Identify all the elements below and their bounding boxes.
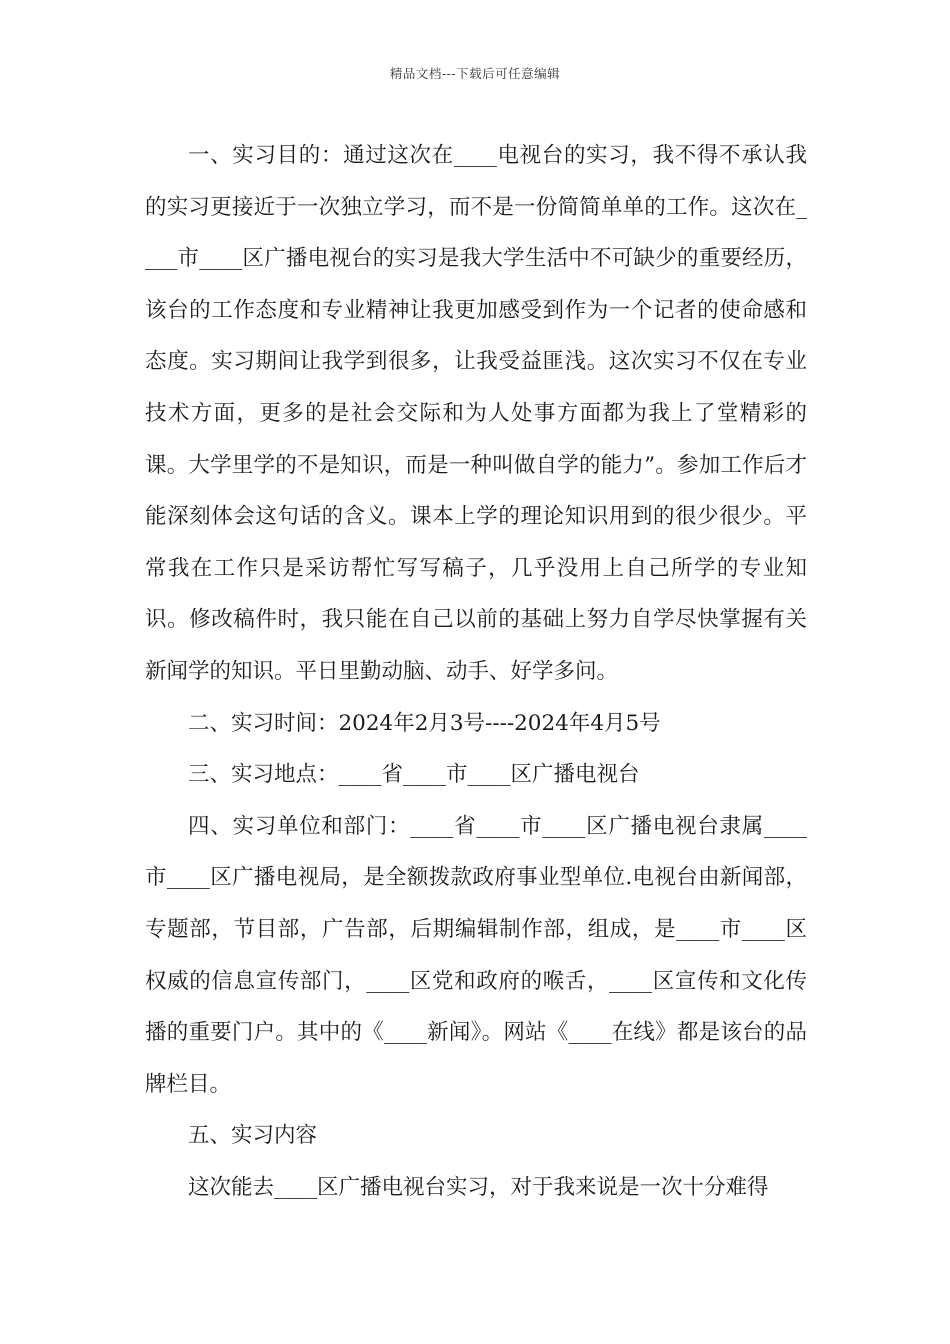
paragraph-purpose: 一、实习目的：通过这次在____电视台的实习，我不得不承认我的实习更接近于一次独立学习，而不是一份简简单单的工作。这次在____市____区广播电视台的实习是我大学生活中不可缺少的重要经历，该台的工作态度和专业精神让我更加感受到作为一个记者的使命感和态度。实习期间让我学到很多，让我受益匪浅。这次实习不仅在专业技术方面，更多的是社会交际和为人处事方面都为我上了堂精彩的课。大学里学的不是知识，而是一种叫做自学的能力”。参加工作后才能深刻体会这句话的含义。课本上学的理论知识用到的很少很少。平常我在工作只是采访帮忙写写稿子，几乎没用上自己所学的专业知识。修改稿件时，我只能在自己以前的基础上努力自学尽快掌握有关新闻学的知识。平日里勤动脑、动手、好学多问。 — [145, 143, 807, 684]
paragraph-time: 二、实习时间：2024年2月3号----2024年4月5号 — [188, 710, 661, 736]
paragraph-content-heading: 五、实习内容 — [188, 1123, 318, 1149]
page-header: 精品文档---下载后可任意编辑 — [389, 66, 561, 81]
paragraph-content-start: 这次能去____区广播电视台实习，对于我来说是一次十分难得 — [188, 1174, 769, 1200]
paragraph-location: 三、实习地点：____省____市____区广播电视台 — [188, 762, 640, 788]
paragraph-unit: 四、实习单位和部门：____省____市____区广播电视台隶属____市____区广播电视局，是全额拨款政府事业型单位.电视台由新闻部，专题部，节目部，广告部，后期编辑制作部，组成，是____市____区权威的信息宣传部门，____区党和政府的喉舌，____区宣传和文化传播的重要门户。其中的《____新闻》。网站《____在线》都是该台的品牌栏目。 — [145, 813, 807, 1097]
document-body — [145, 130, 807, 1213]
